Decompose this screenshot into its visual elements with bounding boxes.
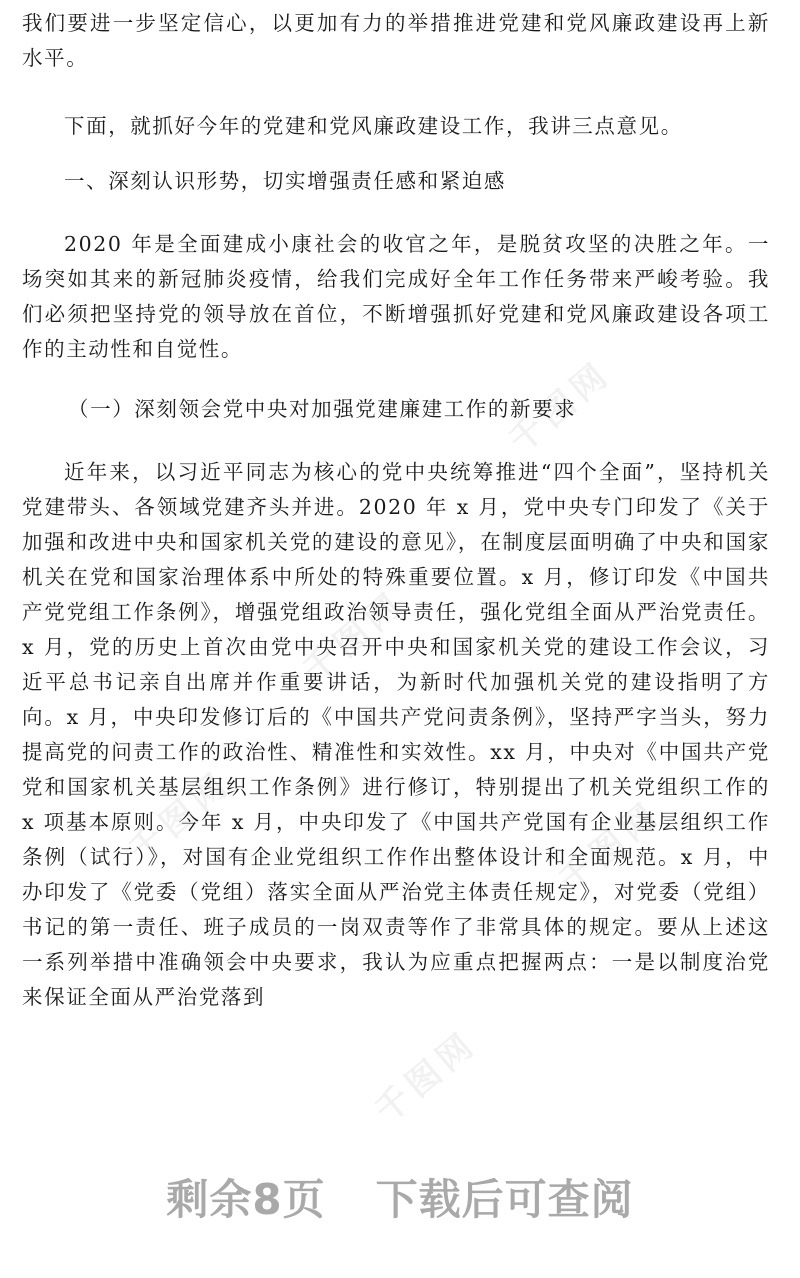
remaining-pages-text: 剩余8页: [166, 1175, 326, 1224]
download-to-view-text: 下载后可查阅: [375, 1175, 634, 1224]
section-heading: 一、深刻认识形势，切实增强责任感和紧迫感: [64, 169, 506, 193]
paragraph: 我们要进一步坚定信心，以更加有力的举措推进党建和党风廉政建设再上新水平。: [22, 11, 770, 70]
watermark: 千图网: [367, 1023, 486, 1132]
paragraph: 2020 年是全面建成小康社会的收官之年，是脱贫攻坚的决胜之年。一场突如其来的新冠肺炎疫情，给我们完成好全年工作任务带来严峻考验。我们必须把坚持党的领导放在首位，不断增强抓好党建和党风廉政建设各项工作的主动性和自觉性。: [22, 232, 770, 361]
watermark: 千图网: [295, 583, 414, 692]
watermark: 千图网: [121, 763, 240, 872]
remaining-pages-banner: [0, 1160, 800, 1240]
subsection-heading: （一）深刻领会党中央对加强党建廉建工作的新要求: [68, 397, 577, 421]
paragraph: 下面，就抓好今年的党建和党风廉政建设工作，我讲三点意见。: [64, 114, 683, 138]
watermark: 千图网: [501, 353, 620, 462]
paragraph: 近年来，以习近平同志为核心的党中央统筹推进“四个全面”，坚持机关党建带头、各领域党建齐头并进。2020 年 x 月，党中央专门印发了《关于加强和改进中央和国家机关党的建设的意见》，在制度层面明确了中央和国家机关在党和国家治理体系中所处的特殊重要位置。x 月，修订印发《中国共产党党组工作条例》，增强党组政治领导责任，强化党组全面从严治党责任。x 月，党的历史上首次由党中央召开中央和国家机关党的建设工作会议，习近平总书记亲自出席并作重要讲话，为新时代加强机关党的建设指明了方向。x 月，中央印发修订后的《中国共产党问责条例》，坚持严字当头，努力提高党的问责工作的政治性、精准性和实效性。xx 月，中央对《中国共产党党和国家机关基层组织工作条例》进行修订，特别提出了机关党组织工作的 x 项基本原则。今年 x 月，中央印发了《中国共产党国有企业基层组织工作条例（试行）》，对国有企业党组织工作作出整体设计和全面规范。x 月，中办印发了《党委（党组）落实全面从严治党主体责任规定》，对党委（党组）书记的第一责任、班子成员的一岗双责等作了非常具体的规定。要从上述这一系列举措中准确领会中央要求，我认为应重点把握两点：一是以制度治党来保证全面从严治党落到: [22, 460, 770, 1009]
watermark: 千图网: [551, 793, 670, 902]
